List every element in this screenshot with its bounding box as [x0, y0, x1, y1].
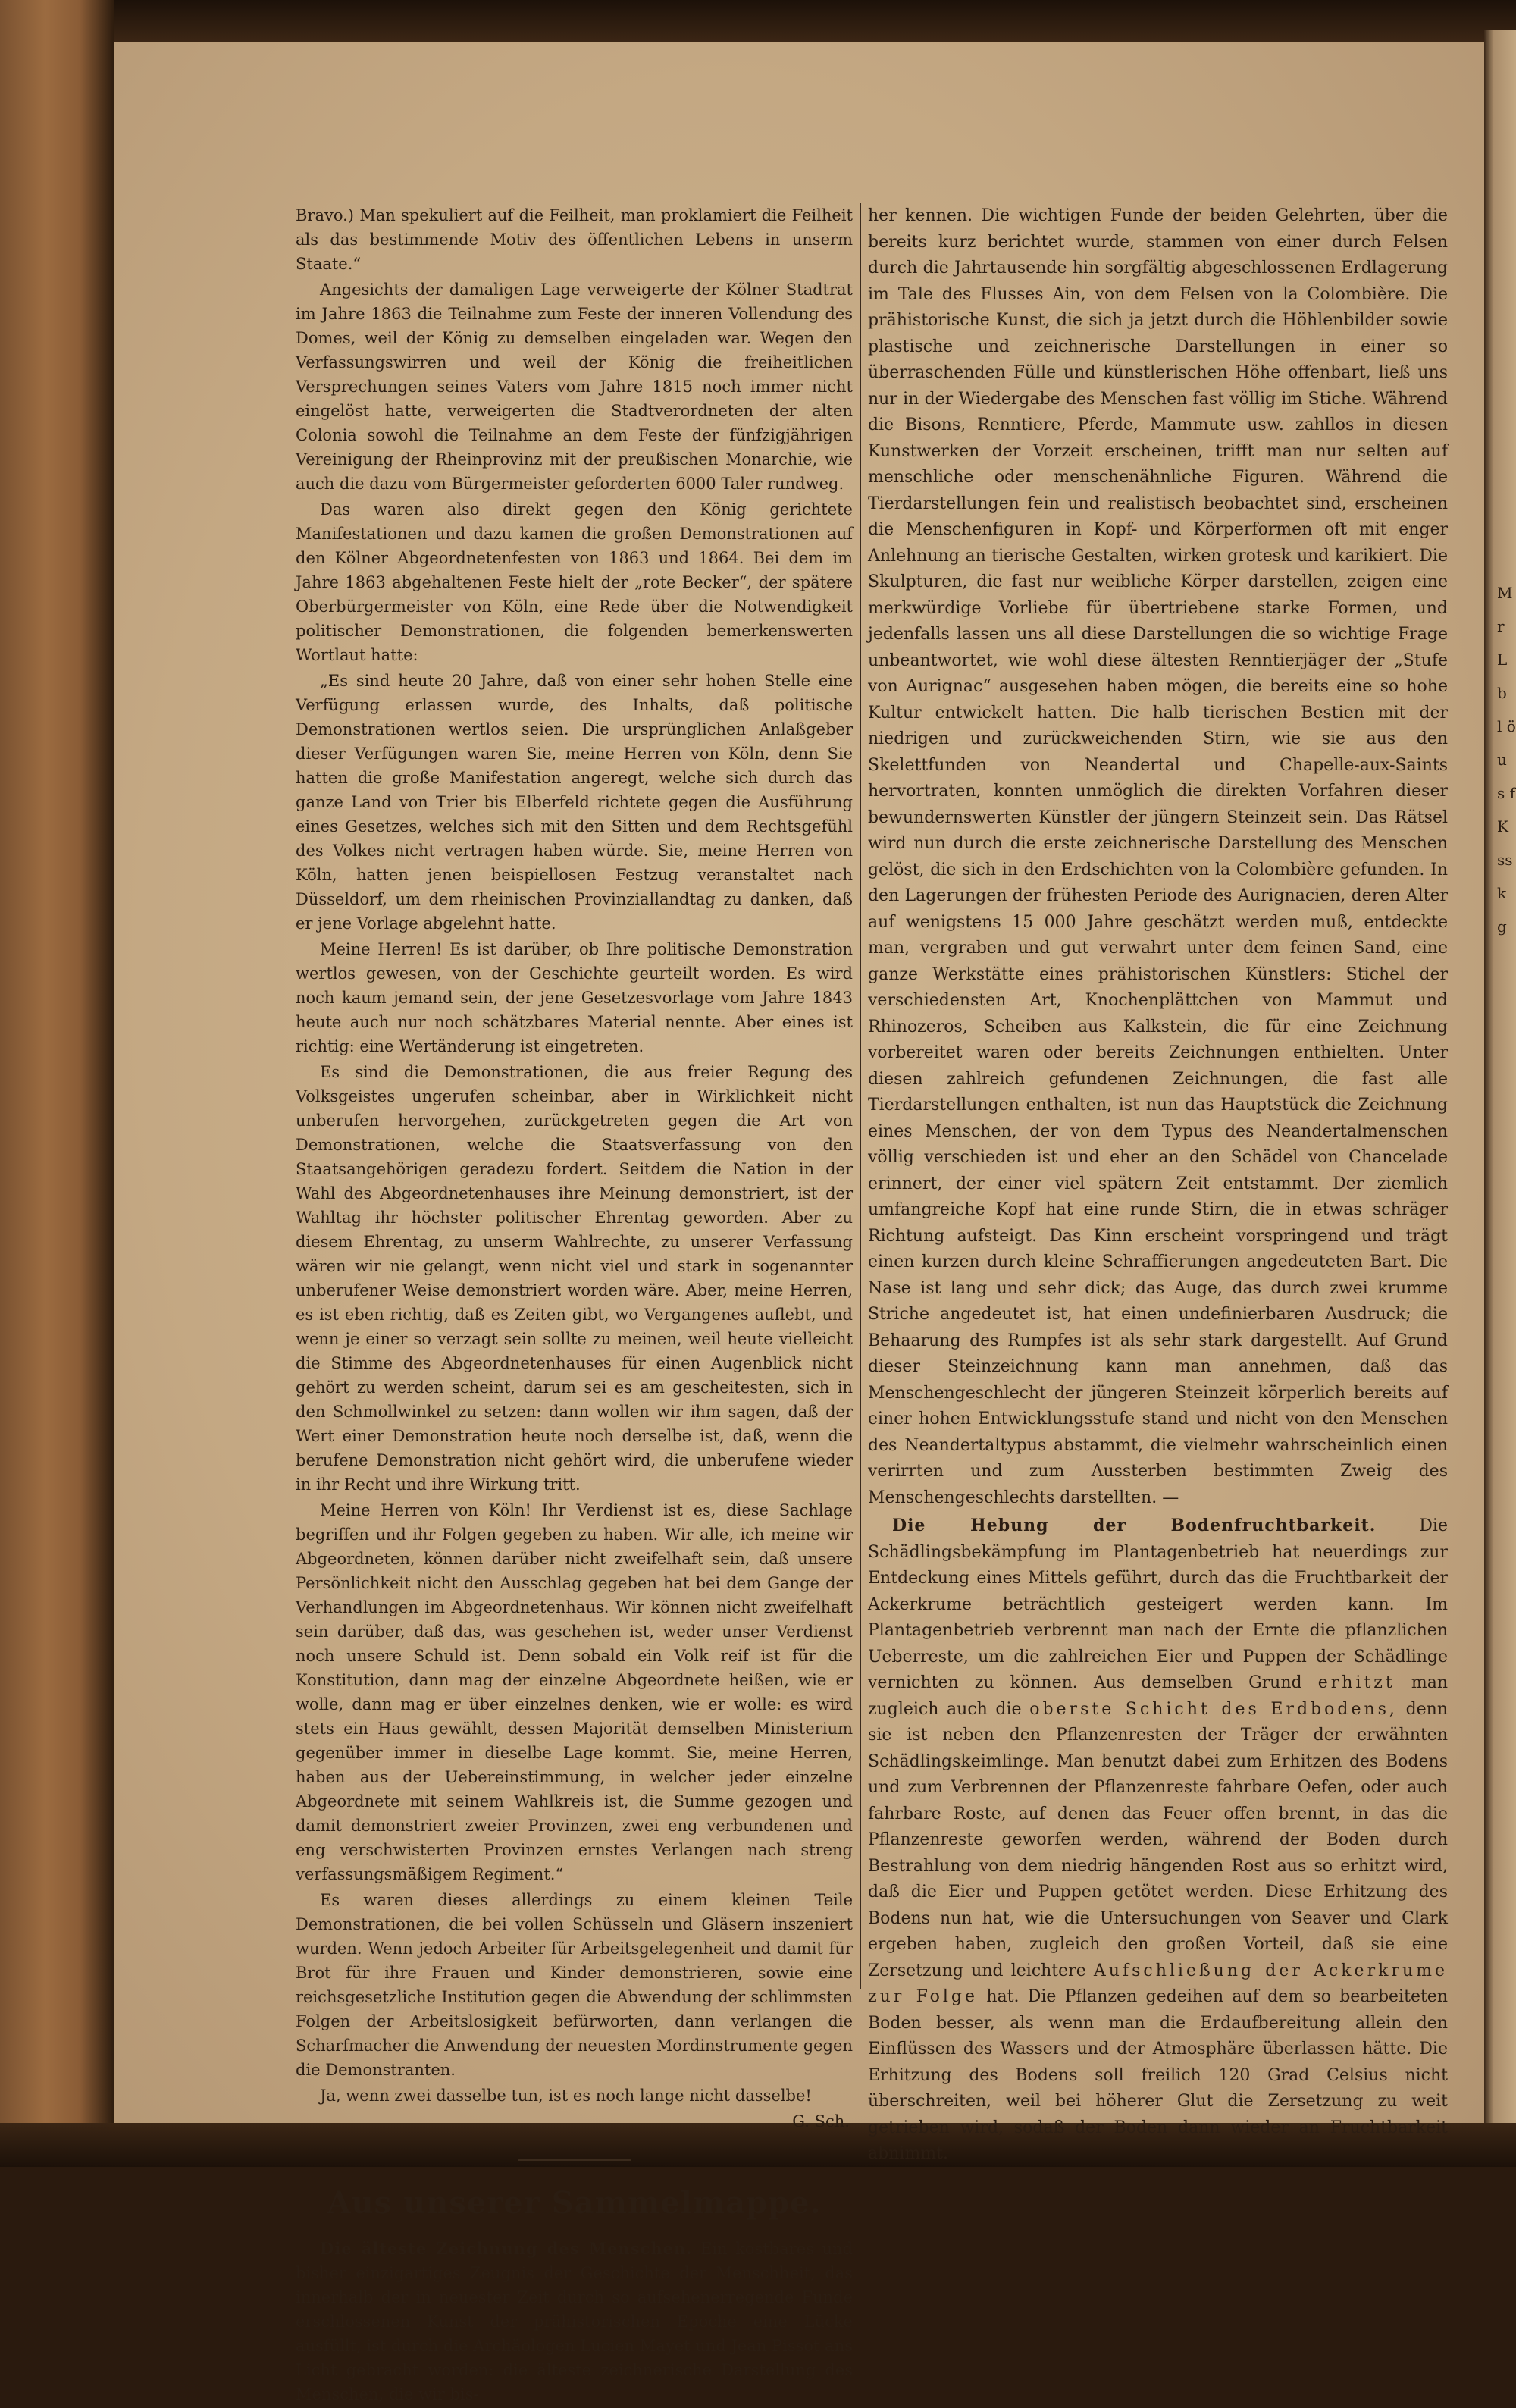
article-headline: Die älteste Zeichnung des Menschen.: [320, 2239, 693, 2258]
article2-text: hat. Die Pflanzen gedeihen auf dem so bearbeiteten Boden besser, als wenn man die Erdaufbereitung allein den Einflüssen des Wassers und der Atmosphäre überlassen hätte. Die Erhitzung des Bodens soll freilich 120 Grad Celsius nicht überschreiten, weil bei höherer Glut die Zersetzung zu weit getrieben wird, sodaß der Boden dann wieder an Fruchtbarkeit abnimmt.: [868, 1987, 1448, 2163]
paragraph: Das waren also direkt gegen den König gerichtete Manifestationen und dazu kamen die großen Demonstrationen auf den Kölner Abgeordnetenfesten von 1863 und 1864. Bei dem im Jahre 1863 abgehaltenen Feste hielt der „rote Becker“, der spätere Oberbürgermeister von Köln, eine Rede über die Notwendigkeit politischer Demonstrationen, die folgenden bemerkenswerten Wortlaut hatte:: [296, 500, 853, 664]
article2-text: denn sie ist neben den Pflanzenresten der Träger der erwähnten Schädlingskeimlinge. Man benutzt dabei zum Erhitzen des Bodens und zum Verbrennen der Pflanzenreste fahrbare Oefen, oder auch fahrbare Roste, auf denen das Feuer offen brennt, in das die Pflanzenreste geworfen werden, während der Boden durch Bestrahlung von dem niedrig hängenden Rost aus so erhitzt wird, daß die Eier und Puppen getötet werden. Diese Erhitzung des Bodens nun hat, wie die Untersuchungen von Seaver und Clark ergeben haben, zugleich den großen Vorteil, daß sie eine Zersetzung und leichtere: [868, 1699, 1449, 1980]
article2-paragraph: [868, 1513, 1448, 2168]
paragraph: „Es sind heute 20 Jahre, daß von einer sehr hohen Stelle eine Verfügung erlassen wurde, des Inhalts, daß politische Demonstrationen wertlos seien. Die ursprünglichen Anlaßgeber dieser Verfügungen waren Sie, meine Herren von Köln, denn Sie hatten die große Manifestation angeregt, welche sich durch das ganze Land von Trier bis Elberfeld richtete gegen die Ausführung eines Gesetzes, welches sich mit den Sitten und dem Rechtsgefühl des Volkes nicht vertragen haben würde. Sie, meine Herren von Köln, hatten jenen beispiellosen Festzug veranstaltet nach Düsseldorf, um dem rheinischen Provinziallandtag zu danken, daß er jene Vorlage abgelehnt hatte.: [296, 672, 853, 933]
paragraph: Meine Herren! Es ist darüber, ob Ihre politische Demonstration wertlos gewesen, von der Geschichte geurteilt worden. Es wird noch kaum jemand sein, der jene Gesetzesvorlage vom Jahre 1843 heute auch nur noch schätzbares Material nennte. Aber eines ist richtig: eine Wertänderung ist eingetreten.: [296, 940, 853, 1055]
section-title: Aus unserer Sammelmappe.: [327, 2185, 822, 2221]
article2-text: Die Schädlingsbekämpfung im Plantagenbetrieb hat neuerdings zur Entdeckung eines Mittels geführt, durch das die Fruchtbarkeit der Ackerkrume beträchtlich gesteigert werden kann. Im Plantagenbetrieb verbrennt man nach der Ernte die pflanzlichen Ueberreste, um die zahlreichen Eier und Puppen der Schädlinge vernichten zu können. Aus demselben Grund: [868, 1516, 1448, 1692]
article-paragraph: [296, 2237, 853, 2406]
spaced-emphasis: erhitzt: [1317, 1673, 1395, 1692]
article2-text: man zugleich auch die: [868, 1673, 1448, 1719]
article-text: Ein kostbares und bisher einzigartiges Zeugnis der Geschichte der Menschheit, das innerhalb der in neuester Zeit durch so aufsehenerregende Funde erschlossenen Kunst der prähistorischen Epoche eine Lücke ausfüllt, ist durch die Archäologen Lucien Mayet und Jean Pissot ans Licht gebracht worden: die älteste zeichnerische Darstellung des Menschen, die wir bis-: [296, 2240, 853, 2403]
article-continuation: her kennen. Die wichtigen Funde der beiden Gelehrten, über die bereits kurz berichtet wurde, stammen von einer durch Felsen durch die Jahrtausende hin sorgfältig abgeschlossenen Erdlagerung im Tale des Flusses Ain, von dem Felsen von la Colombière. Die prähistorische Kunst, die sich ja jetzt durch die Höhlenbilder sowie plastische und zeichnerische Darstellungen in einer so überraschenden Fülle und künstlerischen Höhe offenbart, ließ uns nur in der Wiedergabe des Menschen fast völlig im Stiche. Während die Bisons, Renntiere, Pferde, Mammute usw. zahllos in diesen Kunstwerken der Vorzeit erscheinen, trifft man nur selten auf menschliche oder menschenähnliche Figuren. Während die Tierdarstellungen fein und realistisch beobachtet sind, erscheinen die Menschenfiguren in Kopf- und Körperformen oft mit enger Anlehnung an tierische Gestalten, wirken grotesk und karikiert. Die Skulpturen, die fast nur weibliche Körper darstellen, zeigen eine merkwürdige Vorliebe für übertriebene starke Formen, und jedenfalls lassen uns all diese Darstellungen die so wichtige Frage unbeantwortet, wie wohl diese ältesten Renntierjäger der „Stufe von Aurignac“ ausgesehen haben mögen, die bereits eine so hohe Kultur entwickelt hatten. Die halb tierischen Bestien mit der niedrigen und zurückweichenden Stirn, wie sie aus den Skelettfunden von Neandertal und Chapelle-aux-Saints hervortraten, konnten unmöglich die direkten Vorfahren dieser bewundernswerten Künstler der jüngern Steinzeit sein. Das Rätsel wird nun durch die erste zeichnerische Darstellung des Menschen gelöst, die sich in den Erdschichten von la Colombière gefunden. In den Lagerungen der frühesten Periode des Aurignacien, deren Alter auf wenigstens 15 000 Jahre geschätzt werden muß, entdeckte man, vergraben und gut verwahrt unter dem feinen Sand, eine ganze Werkstätte eines prähistorischen Künstlers: Stichel der verschiedensten Art, Knochenplättchen von Mammut und Rhinozeros, Scheiben aus Kalkstein, die für eine Zeichnung vorbereitet waren oder bereits Zeichnungen enthielten. Unter diesen zahlreich gefundenen Zeichnungen, die fast alle Tierdarstellungen enthalten, ist nun das Hauptstück die Zeichnung eines Menschen, der von dem Typus des Neandertalmenschen völlig verschieden ist und eher an den Schädel von Chancelade erinnert, der einer viel spätern Zeit entstammt. Der ziemlich umfangreiche Kopf hat eine runde Stirn, die in etwas schräger Richtung aufsteigt. Das Kinn erscheint vorspringend und trägt einen kurzen durch kleine Schraffierungen angedeuteten Bart. Die Nase ist lang und sehr dick; das Auge, das durch zwei krumme Striche angedeutet ist, hat einen undefinierbaren Ausdruck; die Behaarung des Rumpfes ist als sehr stark dargestellt. Auf Grund dieser Steinzeichnung kann man annehmen, daß das Menschengeschlecht der jüngeren Steinzeit körperlich bereits auf einer hohen Entwicklungsstufe stand und nicht von den Menschen des Neandertaltypus abstammt, die vielmehr wahrscheinlich einen verirrten und zum Aussterben bestimmten Zweig des Menschengeschlechts darstellten. —: [868, 206, 1448, 1507]
adjacent-page-edge: [1484, 30, 1516, 2138]
paragraph: Es waren dieses allerdings zu einem kleinen Teile Demonstrationen, die bei vollen Schüsseln und Gläsern inszeniert wurden. Wenn jedoch Arbeiter für Arbeitsgelegenheit und damit für Brot für ihre Frauen und Kinder demonstrieren, sowie eine reichsgesetzliche Institution gegen die Abwendung der schlimmsten Folgen der Arbeitslosigkeit befürworten, dann verlangen die Scharfmacher die Anwendung der neuesten Mordinstrumente gegen die Demonstranten.: [296, 1891, 854, 2079]
adjacent-page-fragments: M r L b l ö u s f K ss k g: [1497, 584, 1516, 936]
book-binding-left: [0, 0, 114, 2167]
article2-headline: Die Hebung der Bodenfruchtbarkeit.: [892, 1516, 1377, 1535]
paragraph: Ja, wenn zwei dasselbe tun, ist es noch lange nicht dasselbe!: [320, 2087, 812, 2105]
spaced-emphasis: Aufschließung der Ackerkrume zur Folge: [868, 1961, 1448, 2006]
author-signature: G. Sch.: [792, 2112, 850, 2131]
spaced-emphasis: oberste Schicht des Erdbodens,: [1029, 1699, 1398, 1719]
book-binding-top: [0, 0, 1516, 42]
column-divider: [860, 203, 861, 1989]
left-column: [296, 203, 853, 2408]
paragraph: Angesichts der damaligen Lage verweigerte der Kölner Stadtrat im Jahre 1863 die Teilnahme zum Feste der inneren Vollendung des Domes, weil der König zu demselben eingeladen war. Wegen den Verfassungswirren und weil der König die freiheitlichen Versprechungen seines Vaters vom Jahre 1815 noch immer nicht eingelöst hatte, verweigerten die Stadtverordneten der alten Colonia sowohl die Teilnahme an dem Feste der fünfzigjährigen Vereinigung der Rheinprovinz mit der preußischen Monarchie, wie auch die dazu vom Bürgermeister geforderten 6000 Taler rundweg.: [296, 281, 853, 493]
paragraph: Bravo.) Man spekuliert auf die Feilheit, man proklamiert die Feilheit als das bestimmende Motiv des öffentlichen Lebens in unserm Staate.“: [296, 206, 853, 273]
paragraph: Es sind die Demonstrationen, die aus freier Regung des Volksgeistes ungerufen scheinbar, aber in Wirklichkeit nicht unberufen hervorgehen, zurückgetreten gegen die Art von Demonstrationen, welche die Staatsverfassung von den Staatsangehörigen geradezu fordert. Seitdem die Nation in der Wahl des Abgeordnetenhauses ihre Meinung demonstriert, ist der Wahltag ihr höchster politischer Ehrentag geworden. Aber zu diesem Ehrentag, zu unserm Wahlrechte, zu unserer Verfassung wären wir nie gelangt, wenn nicht viel und stark in sogenannter unberufener Weise demonstriert worden wäre. Aber, meine Herren, es ist eben richtig, daß es Zeiten gibt, wo Vergangenes auflebt, und wenn je einer so verzagt sein sollte zu meinen, weil heute vielleicht die Stimme des Abgeordnetenhauses für einen Augenblick nicht gehört zu werden scheint, darum sei es am gescheitesten, sich in den Schmollwinkel zu setzen: dann wollen wir ihm sagen, daß der Wert einer Demonstration heute noch derselbe ist, daß, wenn die berufene Demonstration nicht gehört wird, die unberufene wieder in ihr Recht und ihre Wirkung tritt.: [296, 1063, 853, 1494]
section-divider: [518, 2159, 631, 2161]
right-column: [868, 203, 1448, 2169]
paragraph: Meine Herren von Köln! Ihr Verdienst ist es, diese Sachlage begriffen und ihr Folgen gegeben zu haben. Wir alle, ich meine wir Abgeordneten, können darüber nicht zweifelhaft sein, daß unsere Persönlichkeit nicht den Ausschlag gegeben hat bei dem Gange der Verhandlungen im Abgeordnetenhaus. Wir können nicht zweifelhaft sein darüber, daß das, was geschehen ist, weder unser Verdienst noch unsere Schuld ist. Denn sobald ein Volk reif ist für die Konstitution, dann mag der einzelne Abgeordnete heißen, wie er wolle, dann mag er über einzelnes denken, wie er wolle: es wird stets ein Haus gewählt, dessen Majorität demselben Ministerium gegenüber immer in dieselbe Lage kommt. Sie, meine Herren, haben aus der Uebereinstimmung, in welcher jeder einzelne Abgeordnete mit seinem Wahlkreis ist, die Summe gezogen und damit demonstriert zweier Provinzen, zwei eng verbundenen und eng verschwisterten Provinzen ernstes Verlangen nach streng verfassungsmäßigem Regiment.“: [296, 1501, 853, 1883]
